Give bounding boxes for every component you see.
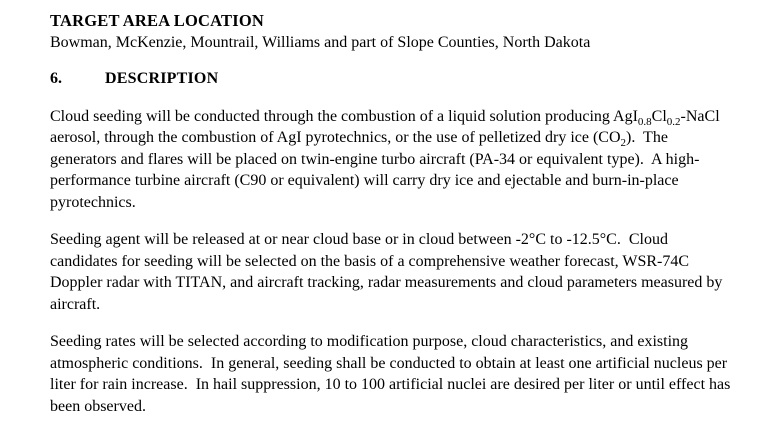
section-title: DESCRIPTION: [105, 70, 219, 87]
section-number: 6.: [50, 70, 62, 87]
paragraph-text: -NaCl aerosol, through the combustion of AgI pyrotechnics, or the use of pelletized dry ice (CO: [50, 107, 724, 146]
subscript-text: 0.8: [637, 115, 652, 128]
paragraphs: [50, 106, 735, 418]
subscript-text: 0.2: [666, 115, 681, 128]
paragraph-text: Cloud seeding will be conducted through the combustion of a liquid solution producing AgI: [50, 107, 638, 125]
paragraph: [50, 229, 732, 315]
section-heading: [50, 68, 732, 90]
paragraph: [50, 331, 735, 417]
target-area-body: Bowman, McKenzie, Mountrail, Williams and part of Slope Counties, North Dakota: [50, 33, 591, 51]
target-area-heading: TARGET AREA LOCATION: [50, 11, 264, 30]
paragraph-text: Cl: [651, 107, 667, 125]
subscript-text: 2: [620, 137, 627, 150]
paragraph-text: ). The generators and flares will be placed on twin-engine turbo aircraft (PA-34 or equivalent type). A high-performance turbine aircraft (C90 or equivalent) will carry dry ice and ejectable and burn-in-place pyrotechnics.: [50, 129, 700, 211]
paragraph-text: Seeding rates will be selected according to modification purpose, cloud characteristics, and existing atmospheric conditions. In general, seeding shall be conducted to obtain at least one artificial nucleus per liter for rain increase. In hail suppression, 10 to 100 artificial nuclei are desired per liter or until effect has been observed.: [50, 333, 735, 415]
paragraph: [50, 106, 732, 214]
paragraph-text: Seeding agent will be released at or near cloud base or in cloud between -2°C to -12.5°C. Cloud candidates for seeding will be selected on the basis of a comprehensive weather forecast, WSR-74C Doppler radar with TITAN, and aircraft tracking, radar measurements and cloud parameters measured by aircraft.: [50, 231, 727, 313]
